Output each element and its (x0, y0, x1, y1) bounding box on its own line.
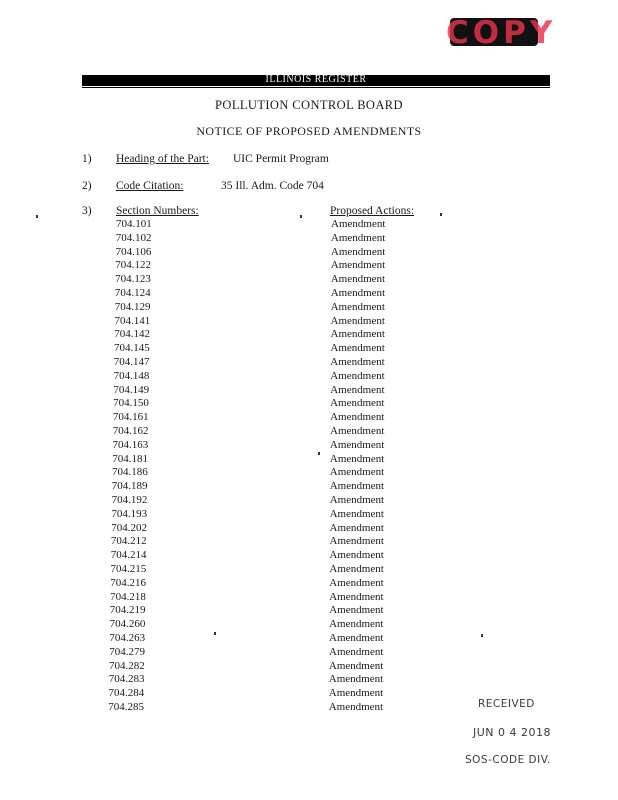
section-number: 704.150 (113, 397, 149, 410)
section-action: Amendment (329, 521, 384, 534)
section-number: 704.215 (110, 563, 147, 575)
section-action: Amendment (329, 645, 384, 658)
section-action: Amendment (328, 687, 384, 700)
item-value: 35 Ill. Adm. Code 704 (221, 180, 324, 192)
proposed-actions-header: Proposed Actions: (330, 205, 415, 217)
section-action: Amendment (329, 494, 385, 506)
section-action: Amendment (329, 507, 384, 520)
section-action: Amendment (330, 287, 386, 299)
scan-speck (481, 634, 483, 637)
scan-speck (300, 215, 302, 218)
section-number: 704.141 (114, 314, 151, 327)
section-number: 704.102 (115, 231, 152, 244)
section-number: 704.142 (114, 328, 150, 341)
section-number: 704.123 (115, 273, 151, 286)
section-number: 704.218 (110, 590, 146, 603)
section-action: Amendment (330, 411, 385, 424)
scan-speck (440, 213, 442, 216)
agency-name: POLLUTION CONTROL BOARD (215, 98, 403, 112)
section-number: 704.122 (115, 259, 152, 272)
section-numbers-header: Section Numbers: (116, 205, 199, 217)
section-number: 704.147 (113, 356, 150, 368)
register-header: ILLINOIS REGISTER (82, 75, 550, 86)
received-date: JUN 0 4 2018 (473, 726, 552, 739)
section-action: Amendment (331, 218, 386, 230)
section-action: Amendment (330, 245, 386, 258)
item-number: 1) (82, 153, 92, 165)
section-number: 704.282 (109, 659, 145, 672)
section-number: 704.283 (108, 673, 145, 686)
section-number: 704.106 (115, 245, 152, 258)
scan-speck (36, 215, 38, 218)
section-action: Amendment (329, 549, 384, 562)
section-action: Amendment (330, 328, 385, 341)
section-action: Amendment (329, 438, 385, 451)
section-action: Amendment (330, 383, 385, 396)
item-label: Code Citation: (116, 180, 184, 192)
section-action: Amendment (330, 231, 386, 244)
item-number: 2) (82, 180, 92, 192)
copy-stamp (446, 15, 557, 51)
section-action: Amendment (329, 480, 385, 493)
section-number: 704.186 (112, 466, 148, 479)
section-action: Amendment (329, 452, 385, 465)
section-action: Amendment (330, 314, 385, 327)
section-action: Amendment (329, 576, 384, 589)
section-action: Amendment (330, 342, 385, 355)
section-number: 704.193 (111, 507, 148, 520)
scan-speck (214, 632, 216, 635)
section-action: Amendment (329, 590, 384, 603)
section-number: 704.216 (110, 576, 147, 589)
copy-stamp-text: COPY (446, 15, 557, 51)
section-number: 704.219 (109, 604, 146, 617)
section-number: 704.192 (111, 494, 148, 506)
section-number: 704.124 (114, 287, 151, 299)
section-action: Amendment (330, 397, 385, 410)
section-action: Amendment (329, 535, 384, 548)
section-action: Amendment (329, 466, 385, 479)
section-action: Amendment (330, 273, 386, 286)
section-number: 704.149 (113, 383, 150, 396)
item-label: Heading of the Part: (116, 153, 209, 165)
section-action: Amendment (329, 618, 384, 631)
section-action: Amendment (330, 300, 385, 313)
section-action: Amendment (330, 356, 385, 368)
item-number: 3) (82, 205, 92, 217)
section-number: 704.263 (109, 632, 146, 644)
section-number: 704.189 (111, 480, 148, 493)
section-action: Amendment (330, 259, 386, 272)
section-number: 704.163 (112, 438, 149, 451)
section-number: 704.279 (109, 645, 145, 658)
received-label: RECEIVED (478, 698, 535, 710)
section-action: Amendment (330, 369, 385, 382)
header-rule (82, 87, 550, 88)
section-number: 704.161 (112, 411, 149, 424)
notice-title: NOTICE OF PROPOSED AMENDMENTS (196, 124, 422, 138)
section-number: 704.148 (113, 369, 150, 382)
section-number: 704.129 (114, 300, 151, 313)
section-action: Amendment (329, 604, 384, 617)
section-number: 704.145 (114, 342, 150, 355)
scan-speck (318, 452, 320, 455)
item-value: UIC Permit Program (233, 153, 329, 165)
section-number: 704.260 (109, 618, 146, 631)
section-number: 704.181 (112, 452, 149, 465)
section-number: 704.284 (108, 687, 145, 700)
section-number: 704.285 (108, 701, 145, 713)
section-action: Amendment (329, 563, 384, 575)
section-number: 704.162 (112, 425, 149, 437)
received-office: SOS-CODE DIV. (465, 754, 551, 766)
section-number: 704.202 (111, 521, 147, 534)
section-number: 704.101 (116, 218, 152, 230)
section-action: Amendment (328, 673, 384, 686)
section-action: Amendment (328, 659, 384, 672)
section-action: Amendment (329, 632, 384, 644)
section-action: Amendment (328, 701, 384, 713)
section-number: 704.212 (110, 535, 147, 548)
section-number: 704.214 (110, 549, 147, 562)
section-action: Amendment (330, 425, 385, 437)
